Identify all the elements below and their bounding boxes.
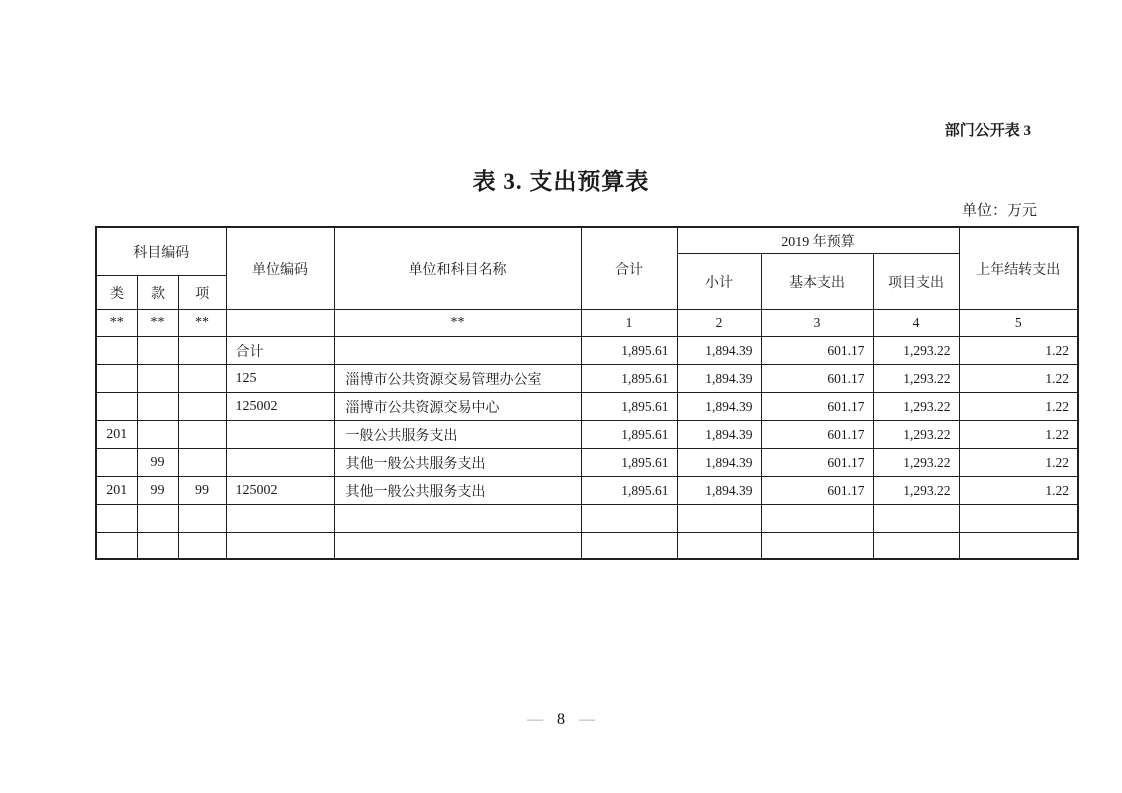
- cell-project-expenditure: 1,293.22: [873, 421, 959, 449]
- cell-project-expenditure: 4: [873, 310, 959, 337]
- expenditure-budget-table: [95, 226, 1079, 560]
- cell-carryover: 1.22: [959, 477, 1078, 505]
- cell-subtotal: [677, 533, 761, 559]
- cell-total: [581, 533, 677, 559]
- cell-class: [96, 533, 137, 559]
- cell-total: 1,895.61: [581, 337, 677, 365]
- unit-note: 单位：万元: [961, 203, 1037, 219]
- cell-basic-expenditure: 601.17: [761, 365, 873, 393]
- cell-carryover: [959, 533, 1078, 559]
- cell-class: **: [96, 310, 137, 337]
- header-item: 款: [138, 276, 179, 309]
- cell-class: [96, 393, 137, 421]
- column-index-row: [96, 310, 1078, 337]
- header-unit-subject-name: 单位和科目名称: [334, 227, 581, 310]
- cell-unit-code: 125: [226, 365, 334, 393]
- header-2019-budget-group: [677, 227, 959, 310]
- cell-carryover: 1.22: [959, 421, 1078, 449]
- table-row: [96, 337, 1078, 365]
- cell-unit-subject-name: [334, 533, 581, 559]
- cell-class: [96, 337, 137, 365]
- header-subtotal: 小计: [678, 254, 762, 309]
- cell-unit-code: [226, 533, 334, 559]
- header-unit-code: 单位编码: [226, 227, 334, 310]
- cell-subitem: [178, 449, 226, 477]
- cell-unit-subject-name: 一般公共服务支出: [334, 421, 581, 449]
- cell-subitem: [178, 393, 226, 421]
- cell-total: 1,895.61: [581, 449, 677, 477]
- header-2019-budget: 2019 年预算: [678, 228, 959, 254]
- page-number: [0, 711, 1122, 729]
- cell-subitem: [178, 337, 226, 365]
- cell-item: [137, 393, 178, 421]
- cell-carryover: 1.22: [959, 393, 1078, 421]
- cell-subtotal: 1,894.39: [677, 393, 761, 421]
- cell-project-expenditure: 1,293.22: [873, 337, 959, 365]
- header-subitem: 项: [195, 286, 210, 302]
- cell-class: 201: [96, 421, 137, 449]
- cell-class: [96, 365, 137, 393]
- cell-project-expenditure: 1,293.22: [873, 449, 959, 477]
- cell-item: 99: [137, 477, 178, 505]
- table-row: [96, 477, 1078, 505]
- cell-unit-code: 125002: [226, 477, 334, 505]
- cell-unit-subject-name: **: [334, 310, 581, 337]
- table-row: [96, 393, 1078, 421]
- header-basic-expenditure: 基本支出: [762, 254, 874, 309]
- header-subject-code: 科目编码: [97, 228, 226, 276]
- header-carryover: 上年结转支出: [959, 227, 1078, 310]
- page-number-dash-left: —: [527, 711, 543, 728]
- cell-unit-subject-name: 淄博市公共资源交易中心: [334, 393, 581, 421]
- cell-subitem: 99: [178, 477, 226, 505]
- cell-project-expenditure: 1,293.22: [873, 365, 959, 393]
- cell-total: 1: [581, 310, 677, 337]
- cell-basic-expenditure: [761, 533, 873, 559]
- cell-project-expenditure: 1,293.22: [873, 393, 959, 421]
- cell-item: [137, 365, 178, 393]
- cell-basic-expenditure: 601.17: [761, 393, 873, 421]
- cell-total: 1,895.61: [581, 421, 677, 449]
- cell-subtotal: 1,894.39: [677, 477, 761, 505]
- cell-unit-code: [226, 421, 334, 449]
- cell-subitem: [178, 421, 226, 449]
- cell-subtotal: 1,894.39: [677, 449, 761, 477]
- cell-unit-code: 125002: [226, 393, 334, 421]
- cell-subtotal: [677, 505, 761, 533]
- cell-subitem: [178, 365, 226, 393]
- table-header: [96, 227, 1078, 310]
- table-row: [96, 505, 1078, 533]
- cell-unit-code: [226, 505, 334, 533]
- cell-total: 1,895.61: [581, 393, 677, 421]
- cell-project-expenditure: 1,293.22: [873, 477, 959, 505]
- cell-item: [137, 533, 178, 559]
- cell-item: [137, 421, 178, 449]
- cell-carryover: 1.22: [959, 365, 1078, 393]
- cell-total: 1,895.61: [581, 477, 677, 505]
- header-row: [96, 227, 1078, 310]
- cell-basic-expenditure: 601.17: [761, 449, 873, 477]
- cell-subtotal: 1,894.39: [677, 337, 761, 365]
- cell-subitem: [178, 505, 226, 533]
- page-title: 表 3. 支出预算表: [472, 169, 650, 194]
- cell-total: 1,895.61: [581, 365, 677, 393]
- cell-carryover: 1.22: [959, 337, 1078, 365]
- cell-carryover: 5: [959, 310, 1078, 337]
- page-number-dash-right: —: [579, 711, 595, 728]
- cell-unit-subject-name: [334, 505, 581, 533]
- cell-subitem: **: [178, 310, 226, 337]
- header-project-expenditure: 项目支出: [888, 275, 944, 291]
- cell-basic-expenditure: 3: [761, 310, 873, 337]
- cell-subtotal: 1,894.39: [677, 365, 761, 393]
- cell-project-expenditure: [873, 505, 959, 533]
- cell-unit-subject-name: 其他一般公共服务支出: [334, 449, 581, 477]
- cell-unit-code: [226, 449, 334, 477]
- cell-unit-code: [226, 310, 334, 337]
- cell-unit-subject-name: 其他一般公共服务支出: [334, 477, 581, 505]
- header-subject-code-group: [96, 227, 226, 310]
- cell-basic-expenditure: [761, 505, 873, 533]
- header-total: 合计: [581, 227, 677, 310]
- table-row: [96, 421, 1078, 449]
- corner-table-label: 部门公开表 3: [944, 123, 1031, 139]
- table-row: [96, 533, 1078, 559]
- cell-basic-expenditure: 601.17: [761, 477, 873, 505]
- cell-item: [137, 337, 178, 365]
- cell-carryover: [959, 505, 1078, 533]
- cell-subtotal: 2: [677, 310, 761, 337]
- cell-carryover: 1.22: [959, 449, 1078, 477]
- cell-class: [96, 505, 137, 533]
- cell-subtotal: 1,894.39: [677, 421, 761, 449]
- cell-unit-subject-name: [334, 337, 581, 365]
- table-row: [96, 449, 1078, 477]
- cell-subitem: [178, 533, 226, 559]
- table-body: [96, 310, 1078, 559]
- cell-class: 201: [96, 477, 137, 505]
- header-class: 类: [97, 276, 138, 309]
- cell-item: [137, 505, 178, 533]
- cell-basic-expenditure: 601.17: [761, 421, 873, 449]
- cell-project-expenditure: [873, 533, 959, 559]
- cell-unit-subject-name: 淄博市公共资源交易管理办公室: [334, 365, 581, 393]
- cell-basic-expenditure: 601.17: [761, 337, 873, 365]
- table-row: [96, 365, 1078, 393]
- cell-item: 99: [137, 449, 178, 477]
- cell-total: [581, 505, 677, 533]
- cell-unit-code: 合计: [226, 337, 334, 365]
- cell-item: **: [137, 310, 178, 337]
- page-number-value: 8: [557, 711, 565, 728]
- cell-class: [96, 449, 137, 477]
